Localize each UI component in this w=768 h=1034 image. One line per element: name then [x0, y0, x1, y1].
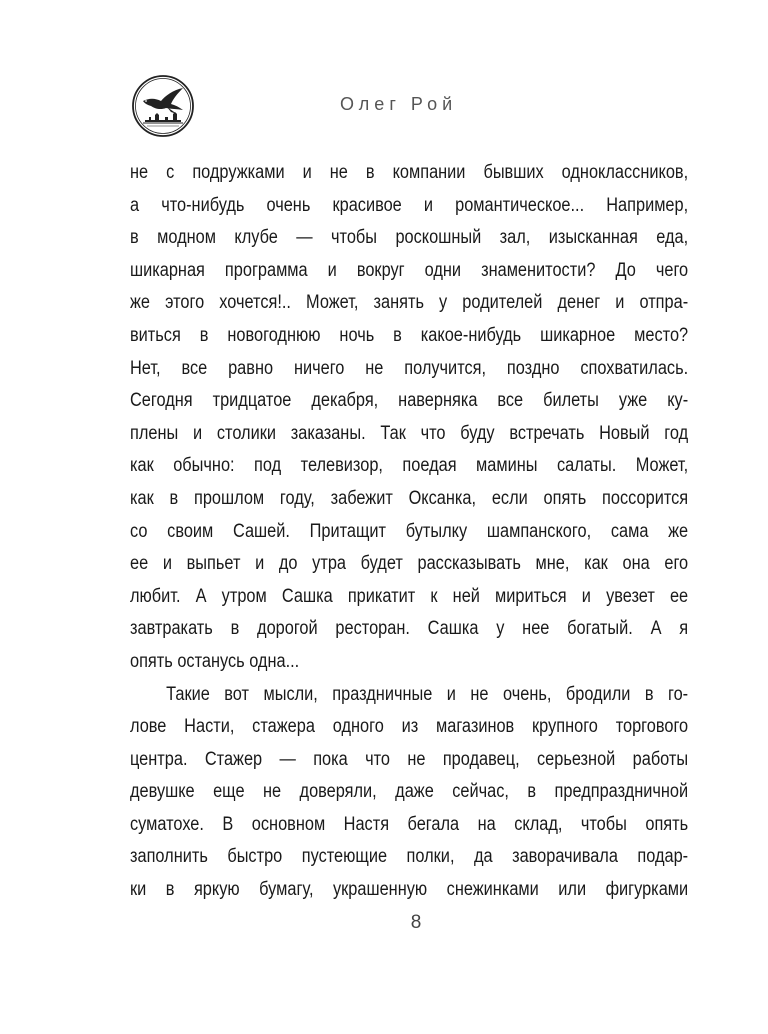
text-line: виться в новогоднюю ночь в какое-нибудь шикарное место? — [130, 324, 689, 346]
text-line: как обычно: под телевизор, поедая мамины салаты. Может, — [130, 455, 689, 477]
text-line: Такие вот мысли, праздничные и не очень, бродили в го- — [166, 683, 689, 705]
text-line: как в прошлом году, забежит Оксанка, если опять поссорится — [130, 487, 689, 509]
text-line: опять останусь одна... — [130, 650, 300, 672]
page-number: 8 — [410, 912, 422, 933]
text-line: суматохе. В основном Настя бегала на склад, чтобы опять — [130, 813, 689, 835]
text-line: завтракать в дорогой ресторан. Сашка у нее богатый. А я — [130, 618, 689, 640]
text-line: любит. А утром Сашка прикатит к ней мириться и увезет ее — [130, 585, 689, 607]
text-line: в модном клубе — чтобы роскошный зал, изысканная еда, — [130, 227, 689, 249]
text-line: ее и выпьет и до утра будет рассказывать мне, как она его — [130, 553, 689, 575]
text-line: со своим Сашей. Притащит бутылку шампанского, сама же — [130, 520, 689, 542]
text-line: Нет, все равно ничего не получится, поздно спохватилась. — [130, 357, 689, 379]
body-text — [130, 157, 688, 907]
text-line: плены и столики заказаны. Так что буду встречать Новый год — [130, 422, 689, 444]
text-line: лове Насти, стажера одного из магазинов крупного торгового — [130, 716, 689, 738]
text-line: шикарная программа и вокруг одни знаменитости? До чего — [130, 259, 689, 281]
text-line: ки в яркую бумагу, украшенную снежинками или фигурками — [130, 879, 689, 901]
swallow-seal-icon — [131, 74, 195, 138]
running-header-author: Олег Рой — [340, 94, 458, 114]
text-line: не с подружками и не в компании бывших одноклассников, — [130, 162, 689, 183]
text-line: центра. Стажер — пока что не продавец, серьезной работы — [130, 748, 689, 770]
text-line: девушке еще не доверяли, даже сейчас, в предпраздничной — [130, 781, 689, 803]
text-line: же этого хочется!.. Может, занять у родителей денег и отпра- — [130, 292, 689, 314]
text-line: а что-нибудь очень красивое и романтическое... Например, — [130, 194, 689, 216]
text-line: заполнить быстро пустеющие полки, да заворачивала подар- — [130, 846, 689, 868]
text-line: Сегодня тридцатое декабря, наверняка все билеты уже ку- — [130, 390, 689, 412]
